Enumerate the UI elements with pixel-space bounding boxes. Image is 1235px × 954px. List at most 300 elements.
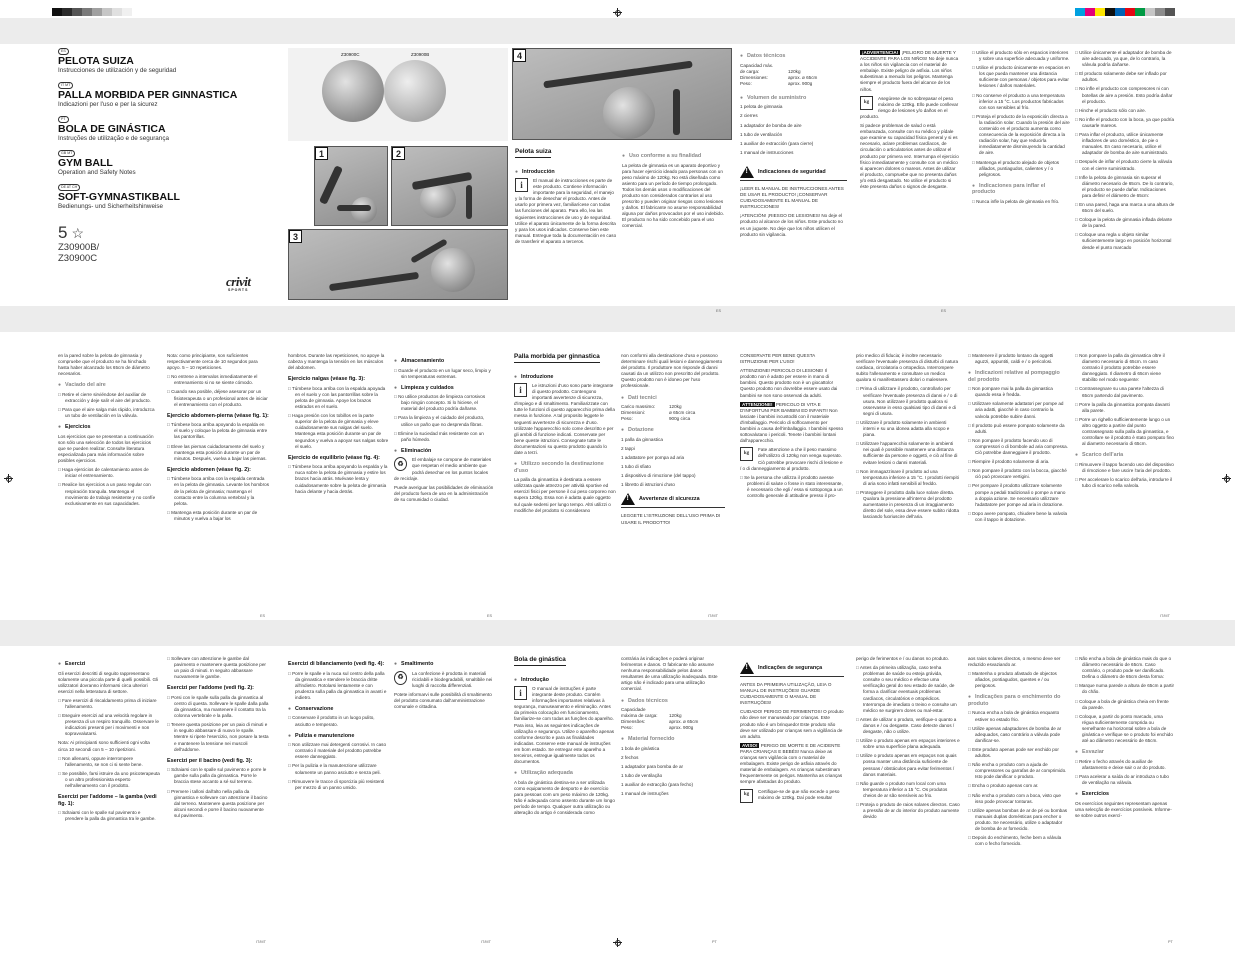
- es-column-2: [622, 148, 726, 233]
- list-item: □ Non pompare il prodotto facendo uso di compressori o di bombole ad aria compressa. Ciò potrebbe danneggiare il prodotto.: [968, 438, 1068, 456]
- list-item: 2 tappi: [621, 445, 635, 451]
- heading-esvaziar: ● Esvaziar: [1075, 749, 1175, 756]
- title-pt: BOLA DE GINÁSTICA: [58, 122, 166, 135]
- language-badge: ES: [58, 48, 69, 55]
- model-number: Z30900B/: [58, 242, 100, 253]
- list-item: □ Utilice el producto sólo en espacios interiores y sobre una superficie adecuada y uniforme.: [972, 50, 1070, 62]
- paragraph: Potete informarvi sulle possibilità di smaltimento del prodotto consumato dall'amministrazione comunale e cittadina.: [394, 691, 492, 709]
- list-item: □ Rimuovere il tappo facendo uso del dispositivo di rimozione e fare uscire l'aria del prodotto.: [1075, 462, 1175, 474]
- list-item: □ No infle el producto con la boca, ya que podría causarle mareos.: [1075, 117, 1175, 129]
- es-column-1: [515, 148, 617, 248]
- r2-column-1: [58, 353, 158, 510]
- r3-column-5: [514, 656, 616, 819]
- page-number: ES: [260, 614, 266, 618]
- heading-dati: ● Dati tecnici: [621, 395, 725, 402]
- list-item: □ Não encha a bola de ginástica mais do que o diâmetro necessário de 65cm. Caso contrário, o produto pode ser danificado. Defina o diâmetro de 65cm desta forma:: [1075, 656, 1175, 680]
- list-item: □ Este produto apenas pode ser enchido por adultos.: [968, 747, 1068, 759]
- list-item: □ Proteja o produto de raios solares directos. Caso a pressão de ar do interior do produto aumente devido: [856, 802, 960, 820]
- r2-column-7: [740, 353, 844, 502]
- list-item: 1 tubo de ventilación: [740, 131, 783, 137]
- list-item: □ No infle el producto con compresores ni con botellas de aire a presión. Esto podría dañar el producto.: [1075, 86, 1175, 104]
- heading-dados: ● Dados técnicos: [621, 698, 725, 705]
- paragraph: CONSERVATE PER BENE QUESTA ISTRUZIONE PER L'USO!: [740, 353, 815, 365]
- list-item: □ Depois do enchimento, feche bem a válvula com o fecho fornecido.: [968, 835, 1068, 847]
- list-item: □ Não encha o produto com a ajuda de compressores ou garrafas de ar comprimido. Isto pode danificar o produto.: [968, 762, 1068, 780]
- color-swatch: [92, 8, 102, 16]
- subtitle-de: Bedienungs- und Sicherheitshinweise: [58, 202, 164, 210]
- list-item: □ Antes de utilizar o produto, verifique-o quanto a danos e / ou desgaste. Caso detecte danos / desgaste, não o utilize.: [856, 717, 960, 735]
- heading-eliminacion: ● Eliminación: [394, 448, 494, 455]
- recycle-icon: ♻: [394, 457, 407, 471]
- exercise-photo-4: [512, 48, 732, 140]
- list-item: □ Para que el aire salga más rápido, introduzca un tubo de ventilación en la válvula.: [58, 407, 158, 419]
- paragraph: El embalaje se compone de materiales que respetan el medio ambiente que podrá desechar en los puntos locales de reciclaje.: [394, 457, 492, 481]
- r2-column-8: [856, 353, 960, 523]
- list-item: □ Premere i talloni dall'alto nella palla da ginnastica e sollevare con attenzione il bacino dal terreno. Mantenere questa posizione per alcuni secondi e porre il bacino nuovamente sul pavimento.: [167, 789, 269, 819]
- heading-utilizzo: ● Utilizzo secondo la destinazione d'uso: [514, 461, 616, 474]
- list-item: □ No utilice productos de limpieza corrosivos bajo ningún concepto. Si lo hiciese, el material del producto podría dañarse.: [394, 394, 494, 412]
- paragraph: non conformi alla destinazione d'uso e possono determinare rischi quali lesioni e danneggiamento del prodotto. Il produttore non risponde di danni causati da un utilizzo non prescritto del prodotto. Questo prodotto non è idoneo per l'uso professionale.: [621, 353, 723, 389]
- color-swatch: [1165, 8, 1175, 16]
- r3-column-2: [167, 656, 269, 822]
- list-item: □ Marque numa parede a altura de 65cm a partir do chão.: [1075, 683, 1175, 695]
- exercise-heading: Ejercicio abdomen (véase fig. 2):: [167, 466, 251, 473]
- warning-tag: ATTENZIONE!: [742, 401, 773, 407]
- list-item: □ Porre la palla da ginnastica pompata davanti alla parete.: [1075, 402, 1175, 414]
- list-item: □ Riempire il prodotto solamente di aria.: [968, 459, 1068, 465]
- title-gb: GYM BALL: [58, 156, 113, 169]
- heading-smaltimento: ● Smaltimento: [394, 661, 494, 668]
- paragraph: Certifique-se de que não excede o peso máximo de 120kg. Daí pode resultar: [758, 788, 840, 800]
- list-item: □ Encha o produto apenas com ar.: [968, 783, 1068, 789]
- paragraph: Os exercícios seguintes representam apenas uma selecção de exercícios possíveis. Informe-se sobre outros exercí-: [1075, 800, 1172, 818]
- list-item: □ Para acelerar a saída do ar introduza o tubo de ventilação na válvula.: [1075, 774, 1175, 786]
- info-icon: i: [514, 686, 527, 700]
- list-item: □ Utilizzare l'apparecchio solamente in ambienti nei quali è possibile mantenere una distanza sufficiente da persone e oggetti, e ciò al fine di evitare lesioni o danni materiali.: [856, 441, 960, 465]
- list-item: □ Eleve las piernas cuidadosamente del suelo y mantenga esta posición durante un par de minutos. Después, vuelva a bajar las piernas.: [167, 444, 269, 462]
- paragraph: A bola de ginástica destina-se a ser utilizada como equipamento de desporto e de exercício para pessoas com um peso máximo de 120kg. Não é adequada como assento durante um longo período de tempo. Qualquer outra utilização ou alteração do artigo é considerada como: [514, 779, 615, 816]
- subtitle-es: Instrucciones de utilización y de seguridad: [58, 66, 177, 74]
- brand-logo: crivit SPORTS: [226, 274, 251, 292]
- exercise-heading: Esercizi di bilanciamento (vedi fig. 4):: [288, 661, 385, 667]
- color-swatch: [1155, 8, 1165, 16]
- list-item: □ Prima di utilizzare il prodotto, controllarlo per verificare l'eventuale presenza di danni e / o di usura. Non utilizzare il prodotto qualora si osservasse in esso qualsiasi tipo di danni e di segni di usura.: [856, 386, 960, 416]
- table-cell: 120kg: [669, 713, 682, 719]
- list-item: 2 fechos: [621, 755, 639, 761]
- table-cell: máxima de carga:: [621, 713, 658, 719]
- exercise-heading: Ejercicio abdomen-pierna (véase fig. 1):: [167, 412, 269, 419]
- exercise-heading: Ejercicio de equilibrio (véase fig. 4):: [288, 454, 380, 461]
- paragraph: ¡ATENCIÓN! ¡RIESGO DE LESIONES! No deje el producto al alcance de los niños. Este producto no es un juguete. No deje que los niños utilicen el producto sin vigilancia.: [740, 213, 843, 237]
- paragraph: LEGGETE L'ISTRUZIONE DELL'USO PRIMA DI USARE IL PRODOTTO!: [621, 513, 721, 525]
- list-item: □ Se la persona che utilizza il prodotto avesse problemi di salute o fosse in stato interessante, è necessario che egli / essa si sottoponga a un controllo generale di attitudine presso il pro-: [740, 475, 844, 499]
- list-item: □ Eseguire esercizi ad una velocità regolare in presenza di un respiro tranquillo. Osservare le indicazioni presenti per i movimenti e non sopravvalutarsi.: [58, 713, 160, 737]
- language-badge: IT MT: [58, 82, 73, 89]
- exercise-heading: Esercizi per l'addome – la gamba (vedi fig. 1):: [58, 794, 157, 807]
- list-item: □ Per la pulizia e la manutenzione utilizzare solamente un panno asciutto e senza peli.: [288, 763, 390, 775]
- list-item: □ Infle la pelota de gimnasia sin superar el diámetro necesario de 65cm. De lo contrario, el producto se puede dañar. Indicaciones para definir el diámetro de 65cm:: [1075, 175, 1175, 199]
- color-swatch: [122, 8, 132, 16]
- paragraph: prio medico di fiducia; è inoltre necessario verificare l'eventuale presenza di disturbi di natura cardiaca, circolatoria o ortopedica. Interrompere subito l'allenamento e consultare un medico qualora si manifestassero dolori o malessere.: [856, 353, 958, 383]
- warning-icon: [740, 662, 754, 674]
- list-item: □ Fare esercizi di riscaldamento prima di iniziare l'allenamento.: [58, 698, 160, 710]
- list-item: □ Mantenga el producto alejado de objetos afilados, puntiagudos, calientes y / o peligrosos.: [972, 160, 1070, 178]
- title-es: PELOTA SUIZA: [58, 54, 134, 67]
- color-swatch: [72, 8, 82, 16]
- list-item: □ Mantenha o produto afastado de objectos afiados, pontiagudos, quentes e / ou perigosos.: [968, 671, 1068, 689]
- exercise-photo-3: [288, 229, 508, 300]
- list-item: □ Utilize o produto apenas em espaços nos quais possa manter uma distância suficiente de pessoas / obstáculos para evitar ferimentos / danos materiais.: [856, 753, 960, 777]
- r2-column-2: [167, 353, 269, 525]
- r2-column-5: [514, 353, 616, 517]
- list-item: □ Per pompare il prodotto utilizzare solamente pompe a pedali tradizionali o pompe a mano a doppia azione. Se necessario utilizzare l'adattatore per pompe ad aria in dotazione.: [968, 483, 1068, 507]
- table-row: [740, 81, 847, 87]
- es-column-6: [1075, 50, 1175, 254]
- paragraph: □ Nunca infle la pelota de gimnasia en frío.: [972, 199, 1070, 205]
- paragraph: CUIDADO! PERIGO DE FERIMENTOS! O produto não deve ser manuseado por crianças. Este produto não é um brinquedo! Este produto não deve ser utilizado por crianças sem a vigilância de um adulto.: [740, 709, 844, 739]
- list-item: □ Porre le spalle e la nuca sul centro della palla da ginnastica e stendere le braccia dritte all'indietro. Rotolarsi lentamente e con prudenza sulla palla da ginnastica in avanti e indietro.: [288, 671, 390, 701]
- list-item: □ No conserve el producto a una temperatura inferior a 15 °C. Los productos fabricados con son sensibles al frío.: [972, 93, 1070, 111]
- r3-column-4: [394, 656, 494, 713]
- color-swatch: [112, 8, 122, 16]
- heading-dotazione: ● Dotazione: [621, 427, 725, 434]
- list-item: □ Hinche el producto sólo con aire.: [1075, 108, 1175, 114]
- section-title: Palla morbida per ginnastica: [514, 353, 600, 363]
- color-swatch: [1145, 8, 1155, 16]
- table-cell: aprox. 900g: [669, 725, 694, 731]
- list-item: □ Proteggere il prodotto dalla luce solare diretta. Qualora la pressione all'interno del prodotto aumentasse in presenza di un irraggiamento diretto del sole, essa deve essere subito ridotta lasciando fuoriuscire dell'aria.: [856, 490, 960, 520]
- list-item: 1 pelota de gimnasia: [740, 104, 783, 110]
- paragraph: Los ejercicios que se presentan a continuación son sólo una selección de todos los ejercicios que se pueden realizar. Consulte literatura especializada para más información sobre posibles ejercicios.: [58, 433, 154, 464]
- list-item: □ Coloque, a partir do ponto marcado, uma régua suficientemente comprida ou semelhante na horizontal sobre a bola de ginástica e verifique se o produto foi enchido até ao diâmetro necessário de 65cm.: [1075, 714, 1175, 744]
- page-number: IT/MT: [1160, 614, 1170, 618]
- color-swatch: [1135, 8, 1145, 16]
- table-row: [621, 725, 725, 731]
- list-item: □ Utilize o produto apenas em espaços interiores e sobre uma superfície plana adequada.: [856, 738, 960, 750]
- list-item: □ Non immagazzinare il prodotto ad una temperatura inferiore a 15 °C. I prodotti riempiti di aria sono infatti sensibili al freddo.: [856, 469, 960, 487]
- list-item: □ Mantenga esta posición durante un par de minutos y vuelva a bajar los: [167, 510, 269, 522]
- paragraph: Nota: como principiante, son suficientes respectivamente cerca de 10 segundos para apoyo. 5 – 10 repeticiones.: [167, 353, 258, 371]
- heading-utilizacao: ● Utilização adequada: [514, 770, 616, 777]
- warning-icon: [740, 166, 754, 178]
- paragraph: Si padece problemas de salud o está embarazada, consulte con su médico y pídale que examine su capacidad física general y si es necesario, aclare problemas cardíacos, de circulación o articulatorios antes de utilizar el producto por primera vez. Interrumpa el ejercicio físico inmediatamente y consulte con un médico si aparecen dolores o mareos. Antes de utilizar el producto, compruebe que no presenta daños y/o está desgastado. No utilice el producto si éste presenta daños o signos de desgaste.: [860, 123, 959, 189]
- paragraph: La palla da ginnastica è destinata a essere utilizzata quale attrezzo per attività sportive ed esercizi fisici per persone il cui peso corporeo non supera 120kg. Essa non è adatta quale oggetto sul quale sedersi per lungo tempo. Altri utilizzi o modifiche del prodotto si considerano: [514, 477, 616, 513]
- list-item: □ Haga presión con los tobillos en la parte superior de la pelota de gimnasia y eleve cuidadosamente sus nalgas del suelo. Mantenga esta posición durante un par de segundos y vuelva a apoyar sus nalgas sobre el suelo.: [288, 413, 390, 450]
- list-item: □ Realice los ejercicios a un paso regular con respiración tranquila. Mantenga el movimiento de trabajo resistente y no confíe exclusivamente en sus capacidades.: [58, 482, 158, 506]
- list-item: □ Contrassegnare su una parete l'altezza di 65cm partendo dal pavimento.: [1075, 386, 1175, 398]
- list-item: □ Mantenere il prodotto lontano da oggetti aguzzi, appuntiti, caldi e / o pericolosi.: [968, 353, 1068, 365]
- paragraph: Asegúrese de no sobrepasar el peso máximo de 120kg. Ello puede conllevar riesgo de lesiones y/o daños en el producto.: [860, 95, 959, 119]
- language-badge: GB MT: [58, 150, 75, 157]
- color-swatch: [1115, 8, 1125, 16]
- warning-icon: [621, 493, 635, 505]
- section-title: Pelota suiza: [515, 148, 551, 158]
- table-cell: aprox. 900g: [788, 80, 813, 86]
- list-item: 1 adattatore per pompa ad aria: [621, 455, 685, 461]
- figure-number: 1: [315, 147, 328, 160]
- registration-color-bar-right: [1075, 8, 1175, 16]
- table-row: [621, 416, 725, 422]
- table-cell: ø 65cm circa: [669, 410, 696, 416]
- paragraph: hombros. Durante las repeticiones, no apoye la cabeza y mantenga la tensión en los músculos del abdomen.: [288, 353, 385, 371]
- model-number: Z30900C: [58, 253, 98, 264]
- gym-ball-grey-image: [322, 60, 384, 122]
- heading-introduccion: ● Introducción: [515, 169, 617, 176]
- registration-color-bar-left: [52, 8, 132, 16]
- heading-uso: ● Uso conforme a su finalidad: [622, 153, 726, 160]
- list-item: □ Sollevare con attenzione le gambe dal pavimento e mantenere questa posizione per un paio di minuti. In seguito abbassare nuovamente le gambe.: [167, 656, 269, 680]
- page-number: PT: [1168, 940, 1173, 944]
- subtitle-it: Indicazioni per l'uso e per la sicurez: [58, 100, 158, 108]
- figure-number: 2: [392, 147, 405, 160]
- list-item: □ Non pompare mai la palla da ginnastica quando essa è fredda.: [968, 386, 1068, 398]
- list-item: □ Proteja el producto de la exposición directa a la radiación solar. Cuando la presión del aire contenido en el producto aumenta como consecuencia de la exposición directa a la radiación solar, hay que reducirla inmediatamente disminuyendo la cantidad de aire.: [972, 114, 1070, 157]
- list-item: □ Non pompare il prodotto con la bocca, giacché ciò può provocare vertigini.: [968, 468, 1068, 480]
- list-item: □ Não guarde o produto num local com uma temperatura inferior a 15 °C. Os produtos cheios de ar são sensíveis ao frio.: [856, 781, 960, 799]
- color-swatch: [82, 8, 92, 16]
- list-item: □ Guarde el producto en un lugar seco, limpio y sin temperaturas extremas.: [394, 368, 494, 380]
- r3-column-9: [968, 656, 1068, 850]
- page-number: IT/MT: [708, 614, 718, 618]
- list-item: □ Para la limpieza y el cuidado del producto, utilice un paño que no desprenda fibras.: [394, 415, 494, 427]
- list-item: 1 adaptador para bomba de ar: [621, 764, 684, 770]
- table-cell: aprox. ø 65cm: [788, 74, 818, 80]
- page-number: ES: [487, 614, 493, 618]
- list-item: □ Retire el cierre sirviéndose del auxiliar de extracción y deje salir el aire del producto.: [58, 392, 158, 404]
- paragraph: en la pared sobre la pelota de gimnasia y compruebe que el producto se ha hinchado hasta haber alcanzado los 65cm de diámetro necesarios.: [58, 353, 150, 377]
- paragraph: ¡PELIGRO DE MUERTE Y ACCIDENTE PARA LOS NIÑOS! No deje nunca a los niños sin vigilancia con el material de embalaje. Existe peligro de asfixia. Los niños subestiman a menudo los peligros. Mantenga siempre el producto fuera del alcance de los niños.: [860, 50, 959, 92]
- heading-material: ● Material fornecido: [621, 736, 725, 743]
- exercise-heading: Esercizi per il bacino (vedi fig. 3):: [167, 757, 253, 764]
- list-item: 1 bola de ginástica: [621, 745, 660, 751]
- heading-inflar: ● Indicaciones para inflar el producto: [972, 183, 1070, 196]
- exercise-photo-2: [391, 146, 508, 226]
- list-item: 1 manual de instrucciones: [740, 149, 794, 155]
- list-item: □ Túmbese boca arriba apoyando la espalda en el suelo y coloque la pelota de gimnasia entre las pantorrillas.: [167, 422, 269, 440]
- info-icon: i: [514, 383, 527, 397]
- product-photo-balls: [288, 48, 508, 141]
- exercise-heading: Esercizi per l'addome (vedi fig. 2):: [167, 685, 254, 692]
- paragraph: O manual de instruções é parte integrante deste produto. Contém informações importantes relativas à segurança, manuseamento e eliminação. Antes da primeira colocação em funcionamento, familiarize-se com todas as funções do aparelho. Para isso, leia as seguintes indicações de utilização e segurança. Utilize o aparelho apenas conforme descrito e para as finalidades indicadas. Conserve este manual de instruções em bom estado. Se entregar este aparelho a terceiros, entregue igualmente todos os documentos.: [514, 686, 615, 765]
- list-item: □ Se possibile, farsi istruire da uno psicoterapeuta o un altro professionista esperto nell'allenamento con il prodotto.: [58, 771, 160, 789]
- list-item: 1 dispositivo di rimozione (del tappo): [621, 473, 696, 479]
- table-cell: 120kg: [669, 404, 682, 410]
- list-item: □ Sdraiarsi con le spalle sul pavimento e prendere la palla da ginnastica tra le gambe.: [58, 810, 160, 822]
- list-item: 1 adaptador de bomba de aire: [740, 122, 802, 128]
- list-item: □ Después de inflar el producto cierre la válvula con el cierre suministrado.: [1075, 159, 1175, 171]
- weight-icon: kg: [860, 96, 873, 110]
- heading-conservazione: ● Conservazione: [288, 706, 390, 713]
- paragraph: ANTES DA PRIMEIRA UTILIZAÇÃO, LEIA O MANUAL DE INSTRUÇÕES! GUARDE CUIDADOSAMENTE O MANUAL DE INSTRUÇÕES!: [740, 682, 832, 706]
- list-item: □ Não encha o produto com a boca, visto que isso pode provocar tonturas.: [968, 793, 1068, 805]
- list-item: □ Conservare il prodotto in un luogo pulito, asciutto e temperato.: [288, 715, 390, 727]
- list-item: 1 tubo di sfiato: [621, 464, 651, 470]
- table-cell: Dimensioni:: [621, 410, 645, 416]
- photo-label: Z30900B: [411, 52, 430, 57]
- list-item: □ Cuando sea posible, déjese asesorar por un fisioterapeuta o un profesional antes de iniciar el entrenamiento con el producto.: [167, 389, 269, 407]
- tech-data-table: [740, 63, 847, 87]
- r3-column-10: [1075, 656, 1175, 822]
- list-item: 1 tubo de ventilação: [621, 773, 663, 779]
- page-number: ES: [941, 309, 947, 313]
- es-column-5: [972, 50, 1070, 208]
- heading-limpieza: ● Limpieza y cuidados: [394, 385, 494, 392]
- paragraph: PERIGO DE MORTE E DE ACIDENTE PARA CRIANÇAS E BEBÉS! Nunca deixe as crianças sem vigilância com o material de embalagem. Existe perigo de asfixia através do material de embalagem. As crianças subestimam frequentemente os perigos. Mantenha as crianças sempre afastadas do produto.: [740, 742, 843, 785]
- heading-indicacoes: Indicações de segurança: [758, 664, 823, 671]
- r2-column-4: [394, 353, 494, 506]
- list-item: □ Haga ejercicios de calentamiento antes de iniciar el entrenamiento.: [58, 467, 158, 479]
- heading-datos: ● Datos técnicos: [740, 53, 847, 60]
- list-item: □ Coloque a bola de ginástica cheia em frente da parede.: [1075, 699, 1175, 711]
- table-cell: 120kg: [788, 68, 801, 74]
- r3-column-7: [740, 656, 844, 806]
- page-number: IT/MT: [481, 940, 491, 944]
- safety-header: [621, 493, 725, 508]
- color-swatch: [102, 8, 112, 16]
- list-item: □ El producto solamente debe ser inflado por adultos.: [1075, 71, 1175, 83]
- color-swatch: [1105, 8, 1115, 16]
- list-item: □ Retire o fecho através do auxiliar de afastamento e deixe sair o ar do produto.: [1075, 759, 1175, 771]
- color-swatch: [62, 8, 72, 16]
- r3-column-8: [856, 656, 960, 823]
- list-item: □ No entrene a intervalos inmediatamente el entrenamiento si no se siente cómodo.: [167, 374, 269, 386]
- table-cell: Capacidad máx.: [740, 62, 774, 68]
- list-item: □ Coloque una regla u objeto similar suficientemente largo en posición horizontal desde el punto marcado: [1075, 232, 1175, 250]
- recycle-icon: ♻: [394, 671, 407, 685]
- list-item: □ En una pared, haga una marca a una altura de 65cm del suelo.: [1075, 202, 1175, 214]
- heading-scarico: ● Scarico dell'aria: [1075, 452, 1175, 459]
- color-swatch: [52, 8, 62, 16]
- table-cell: aprox. ø 65cm: [669, 719, 699, 725]
- table-cell: Dimensiones:: [740, 74, 768, 80]
- paragraph: aos raios solares directos, o mesmo deve ser reduzido esvaziando ar.: [968, 656, 1061, 668]
- list-item: □ Il prodotto può essere pompato solamente da adulti.: [968, 423, 1068, 435]
- list-item: 1 palla da ginnastica: [621, 436, 663, 442]
- r2-column-10: [1075, 353, 1175, 492]
- es-column-3: [740, 48, 847, 241]
- heading-introduzione: ● Introduzione: [514, 374, 616, 381]
- supply-list: [740, 104, 847, 156]
- r2-column-3: [288, 353, 390, 498]
- safety-header: [740, 166, 847, 181]
- list-item: □ Coloque la pelota de gimnasia inflada delante de la pared.: [1075, 217, 1175, 229]
- list-item: □ Tenere questa posizione per un paio di minuti e in seguito abbassare di nuovo le spalle. Mentre si ripete l'esercizio, non posare la testa e mantenere la tensione nei muscoli dell'addome.: [167, 722, 269, 752]
- safety-header: [740, 662, 844, 677]
- list-item: □ Porre un righello sufficientemente lungo o un altro oggetto a partire dal punto contrassegnato sulla palla da ginnastica, e controllare se il prodotto è stato pompato fino al diametro necessario di 65cm.: [1075, 417, 1175, 447]
- list-item: 1 libretto di istruzioni d'uso: [621, 482, 675, 488]
- list-item: □ Utilize apenas adaptadores de bomba de ar adequados, caso contrário a válvula pode danificar-se.: [968, 726, 1068, 744]
- paragraph: perigo de ferimentos e / ou danos no produto.: [856, 656, 949, 661]
- paragraph: La confezione è prodotta in materiali riciclabili e biodegradabili, smaltibile nei luoghi di raccolta differenziati.: [412, 670, 493, 688]
- warranty-number: 5: [58, 223, 68, 242]
- heading-introducao: ● Introdução: [514, 677, 616, 684]
- list-item: □ Utilize apenas bombas de ar de pé ou bombas manuais duplas domésticas para encher o produto. Se necessário, utilize o adaptador de bomba de ar fornecido.: [968, 808, 1068, 832]
- list-item: □ Túmbese boca arriba con la espalda centrada en la pelota de gimnasia. Levante los hombros de la pelota de gimnasia; mantenga el contacto entre la columna vertebral y la pelota.: [167, 476, 269, 506]
- paragraph: Puede averiguar las posibilidades de eliminación del producto fuera de uso en la administración de su comunidad o ciudad.: [394, 484, 494, 502]
- star-icon: ☆: [71, 224, 85, 241]
- exercise-heading: Ejercicio nalgas (véase fig. 3):: [288, 376, 365, 383]
- color-swatch: [1085, 8, 1095, 16]
- table-cell: Capacidade: [621, 707, 646, 713]
- r2-column-6: [621, 353, 725, 529]
- list-item: 1 manual de instruções: [621, 791, 669, 797]
- paragraph: ¡LEER EL MANUAL DE INSTRUCCIONES ANTES DE USAR EL PRODUCTO! ¡CONSERVAR CUIDADOSAMENTE EL MANUAL DE INSTRUCCIONES!: [740, 185, 844, 210]
- list-item: □ Para inflar el producto, utilice únicamente infladores de uso doméstico, de pie o manuales. En caso necesario, utilice el adaptador de bomba de aire suministrado.: [1075, 132, 1175, 156]
- list-item: □ Sdraiarsi con le spalle sul pavimento e porre le gambe sulla palla da ginnastica. Porre le braccia stese accanto a sé sul terreno.: [167, 767, 269, 785]
- warning-tag: AVISO!: [742, 742, 758, 748]
- paragraph: Fate attenzione a che il peso massimo dell'utilizzo di 120kg non venga superato. Ciò potrebbe provocare rischi di lesione e / o di danneggiamento al prodotto.: [740, 447, 843, 471]
- r3-column-6: [621, 656, 725, 801]
- weight-icon: kg: [740, 789, 753, 803]
- title-it: PALLA MORBIDA PER GINNASTICA: [58, 88, 238, 101]
- list-item: 2 cierres: [740, 113, 758, 119]
- photo-label: Z30900C: [341, 52, 360, 57]
- separator-band: [0, 18, 1235, 44]
- list-item: □ Túmbese boca arriba con la espalda apoyada en el suelo y con las pantorrillas sobre la pelota de gimnasia. Apoye los brazos estirados en el suelo.: [288, 386, 390, 410]
- color-swatch: [1075, 8, 1085, 16]
- language-badge: DE AT CH: [58, 184, 80, 191]
- paragraph: ATTENZIONE! PERICOLO DI LESIONE! Il prodotto non è adatto per essere in mano di bambini. Questo prodotto non è un giocattolo! Questo prodotto non dovrebbe essere usato dai bambini se non sono osservati da adulti.: [740, 368, 838, 398]
- heading-ejercicios: ● Ejercicios: [58, 424, 158, 431]
- registration-crosshair-icon: [4, 474, 13, 483]
- heading-vaciado: ● Vaciado del aire: [58, 382, 158, 389]
- warning-tag: ¡ADVERTENCIA!: [862, 50, 899, 55]
- color-swatch: [1125, 8, 1135, 16]
- figure-number: 3: [289, 230, 302, 243]
- heading-seguridad: Indicaciones de seguridad: [758, 168, 826, 175]
- table-cell: de carga:: [740, 68, 760, 74]
- list-item: □ Utilice el producto únicamente en espacios en los que pueda mantener una distancia suficiente con personas / objetos para evitar lesiones / daños materiales.: [972, 65, 1070, 89]
- list-item: □ Elimine la suciedad más resistente con un paño húmedo.: [394, 431, 494, 443]
- list-item: □ Utilizzare il prodotto solamente in ambienti interni e su una idonea adatta alla scopo e piana.: [856, 420, 960, 438]
- paragraph: PERICOLO DI VITA E D'INFORTUNI PER BAMBINI ED INFANTI! Non lasciate i bambini incustoditi con il materiale d'imballaggio. Pericolo di soffocamento per bambini a causa dell'imballaggio. I bambini spesso sottovalutano i pericoli. Tenete i bambini lontani dall'apparecchio.: [740, 401, 844, 444]
- list-item: 1 auxiliar de extracción (para cierre): [740, 140, 814, 146]
- exercise-photo-1: [314, 146, 388, 226]
- heading-almacenamiento: ● Almacenamiento: [394, 358, 494, 365]
- page-number: ES: [716, 309, 722, 313]
- heading-avvertenze: Avvertenze di sicurezza: [639, 496, 700, 503]
- list-item: □ Non allenarsi, oppure interrompere l'allenamento, se non ci si sente bene.: [58, 756, 160, 768]
- registration-crosshair-icon: [613, 938, 622, 947]
- heading-pulizia: ● Pulizia e manutenzione: [288, 733, 390, 740]
- table-cell: Peso:: [621, 725, 633, 731]
- list-item: □ Dopo avere pompato, chiudere bene la valvola con il tappo in dotazione.: [968, 511, 1068, 523]
- subtitle-pt: Instruções de utilização e de segurança: [58, 134, 169, 142]
- r2-column-9: [968, 353, 1068, 526]
- page-number: PT: [712, 940, 717, 944]
- page-number: IT/MT: [256, 940, 266, 944]
- list-item: 1 auxiliar de extracção (para fecho): [621, 782, 694, 788]
- table-cell: 900g circa: [669, 416, 691, 422]
- heading-enchimento: ● Indicações para o enchimento do produto: [968, 694, 1068, 707]
- es-column-4: [860, 50, 960, 193]
- paragraph: Nota: Ai principianti sono sufficienti ogni volta circa 10 secondi con 5 – 10 ripetizioni.: [58, 740, 150, 752]
- list-item: □ Porsi con le spalle sulla palla da ginnastica al centro di questa. Sollevare le spalle dalla palla da ginnastica, ma mantenere il contatto tra la colonna vertebrale e la palla.: [167, 695, 269, 719]
- list-item: □ Per accelerare lo scarico dell'aria, introdurre il tubo di scarico nella valvola.: [1075, 477, 1175, 489]
- r3-column-3: [288, 656, 390, 794]
- cover-panel: [58, 48, 283, 264]
- heading-volumen: ● Volumen de suministro: [740, 95, 847, 102]
- list-item: □ Non utilizzare mai detergenti corrosivi. In caso contrario il materiale del prodotto potrebbe essere danneggiato.: [288, 742, 390, 760]
- figure-number: 4: [513, 49, 526, 62]
- table-cell: Peso:: [621, 416, 633, 422]
- paragraph: Le istruzioni d'uso sono parte integrante di questo prodotto. Contengono importanti avvertenze di sicurezza, d'impiego e di smaltimento. Familiarizzate con tutte le funzioni di questo apparecchio prima della messa in funzione. A tal proposito leggete le seguenti avvertenze di sicurezza e d'uso. Utilizzate l'apparecchio solo come descritto e per gli ambiti di funzione indicati. Conservate per bene queste istruzioni. Consegnate tutte le documentazioni su questo prodotto quando lo date a terzi.: [514, 383, 615, 456]
- table-cell: Dimensões:: [621, 719, 646, 725]
- heading-esercizi: ● Esercizi: [58, 661, 160, 668]
- r3-column-1: [58, 656, 160, 825]
- section-title: Bola de ginástica: [514, 656, 566, 666]
- heading-exercicios: ● Exercícios: [1075, 791, 1175, 798]
